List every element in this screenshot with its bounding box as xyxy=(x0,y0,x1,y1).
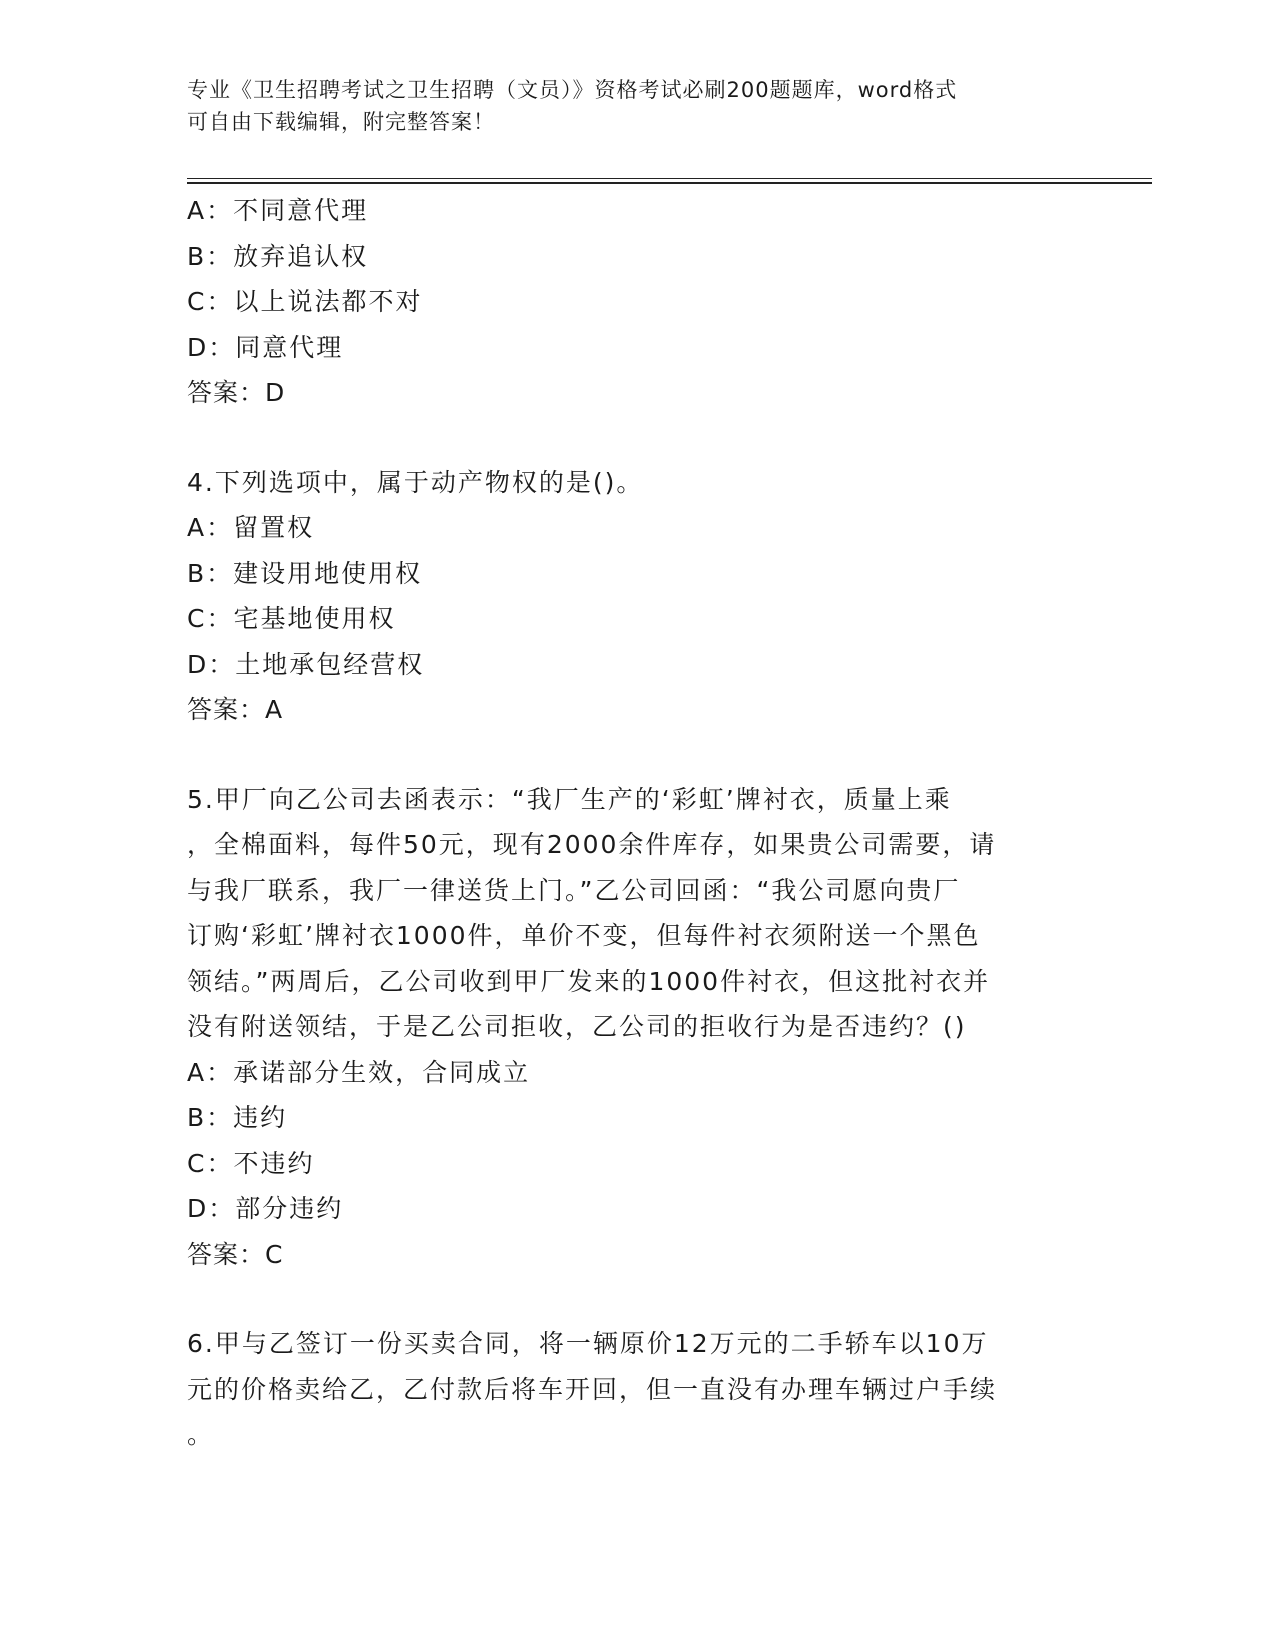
answer: 答案：A xyxy=(187,695,284,724)
header-line-1: 专业《卫生招聘考试之卫生招聘（文员）》资格考试必刷200题题库，word格式 xyxy=(187,78,958,102)
question-text-line: 6.甲与乙签订一份买卖合同，将一辆原价12万元的二手轿车以10万 xyxy=(187,1329,989,1358)
option-b: B：违约 xyxy=(187,1103,288,1132)
document-body xyxy=(187,188,1077,1458)
header-divider-thin xyxy=(187,178,1152,179)
question-3 xyxy=(187,188,1077,416)
option-a: A：承诺部分生效，合同成立 xyxy=(187,1057,531,1087)
option-a: A：不同意代理 xyxy=(187,196,369,225)
option-b: B：建设用地使用权 xyxy=(187,558,423,588)
question-text-line: 元的价格卖给乙，乙付款后将车开回，但一直没有办理车辆过户手续 xyxy=(187,1374,998,1404)
spacer xyxy=(187,733,1077,777)
question-text-line: 。 xyxy=(187,1420,215,1449)
header-line-2: 可自由下载编辑，附完整答案！ xyxy=(187,110,495,134)
header-divider-thick xyxy=(187,182,1152,184)
option-d: D：同意代理 xyxy=(187,332,344,362)
question-5 xyxy=(187,777,1077,1278)
option-a: A：留置权 xyxy=(187,513,315,542)
question-text-line: 领结。”两周后，乙公司收到甲厂发来的1000件衬衣，但这批衬衣并 xyxy=(187,966,991,996)
question-text-line: 与我厂联系，我厂一律送货上门。”乙公司回函：“我公司愿向贵厂 xyxy=(187,875,961,905)
question-6 xyxy=(187,1321,1077,1458)
option-d: D：部分违约 xyxy=(187,1194,344,1223)
question-text-line: 订购‘彩虹’牌衬衣1000件，单价不变，但每件衬衣须附送一个黑色 xyxy=(187,921,981,950)
question-text-line: 没有附送领结，于是乙公司拒收，乙公司的拒收行为是否违约？() xyxy=(187,1012,967,1041)
question-text-line: ，全棉面料，每件50元，现有2000余件库存，如果贵公司需要，请 xyxy=(187,830,997,859)
option-c: C：不违约 xyxy=(187,1148,315,1178)
answer: 答案：D xyxy=(187,378,286,407)
option-d: D：土地承包经营权 xyxy=(187,649,425,679)
document-header xyxy=(187,74,1067,138)
option-b: B：放弃追认权 xyxy=(187,241,369,271)
answer: 答案：C xyxy=(187,1239,284,1269)
option-c: C：宅基地使用权 xyxy=(187,604,396,633)
question-4 xyxy=(187,460,1077,733)
spacer xyxy=(187,1277,1077,1321)
question-text: 4.下列选项中，属于动产物权的是()。 xyxy=(187,467,644,497)
question-text-line: 5.甲厂向乙公司去函表示：“我厂生产的‘彩虹’牌衬衣，质量上乘 xyxy=(187,784,952,814)
spacer xyxy=(187,416,1077,460)
option-c: C：以上说法都不对 xyxy=(187,287,423,316)
